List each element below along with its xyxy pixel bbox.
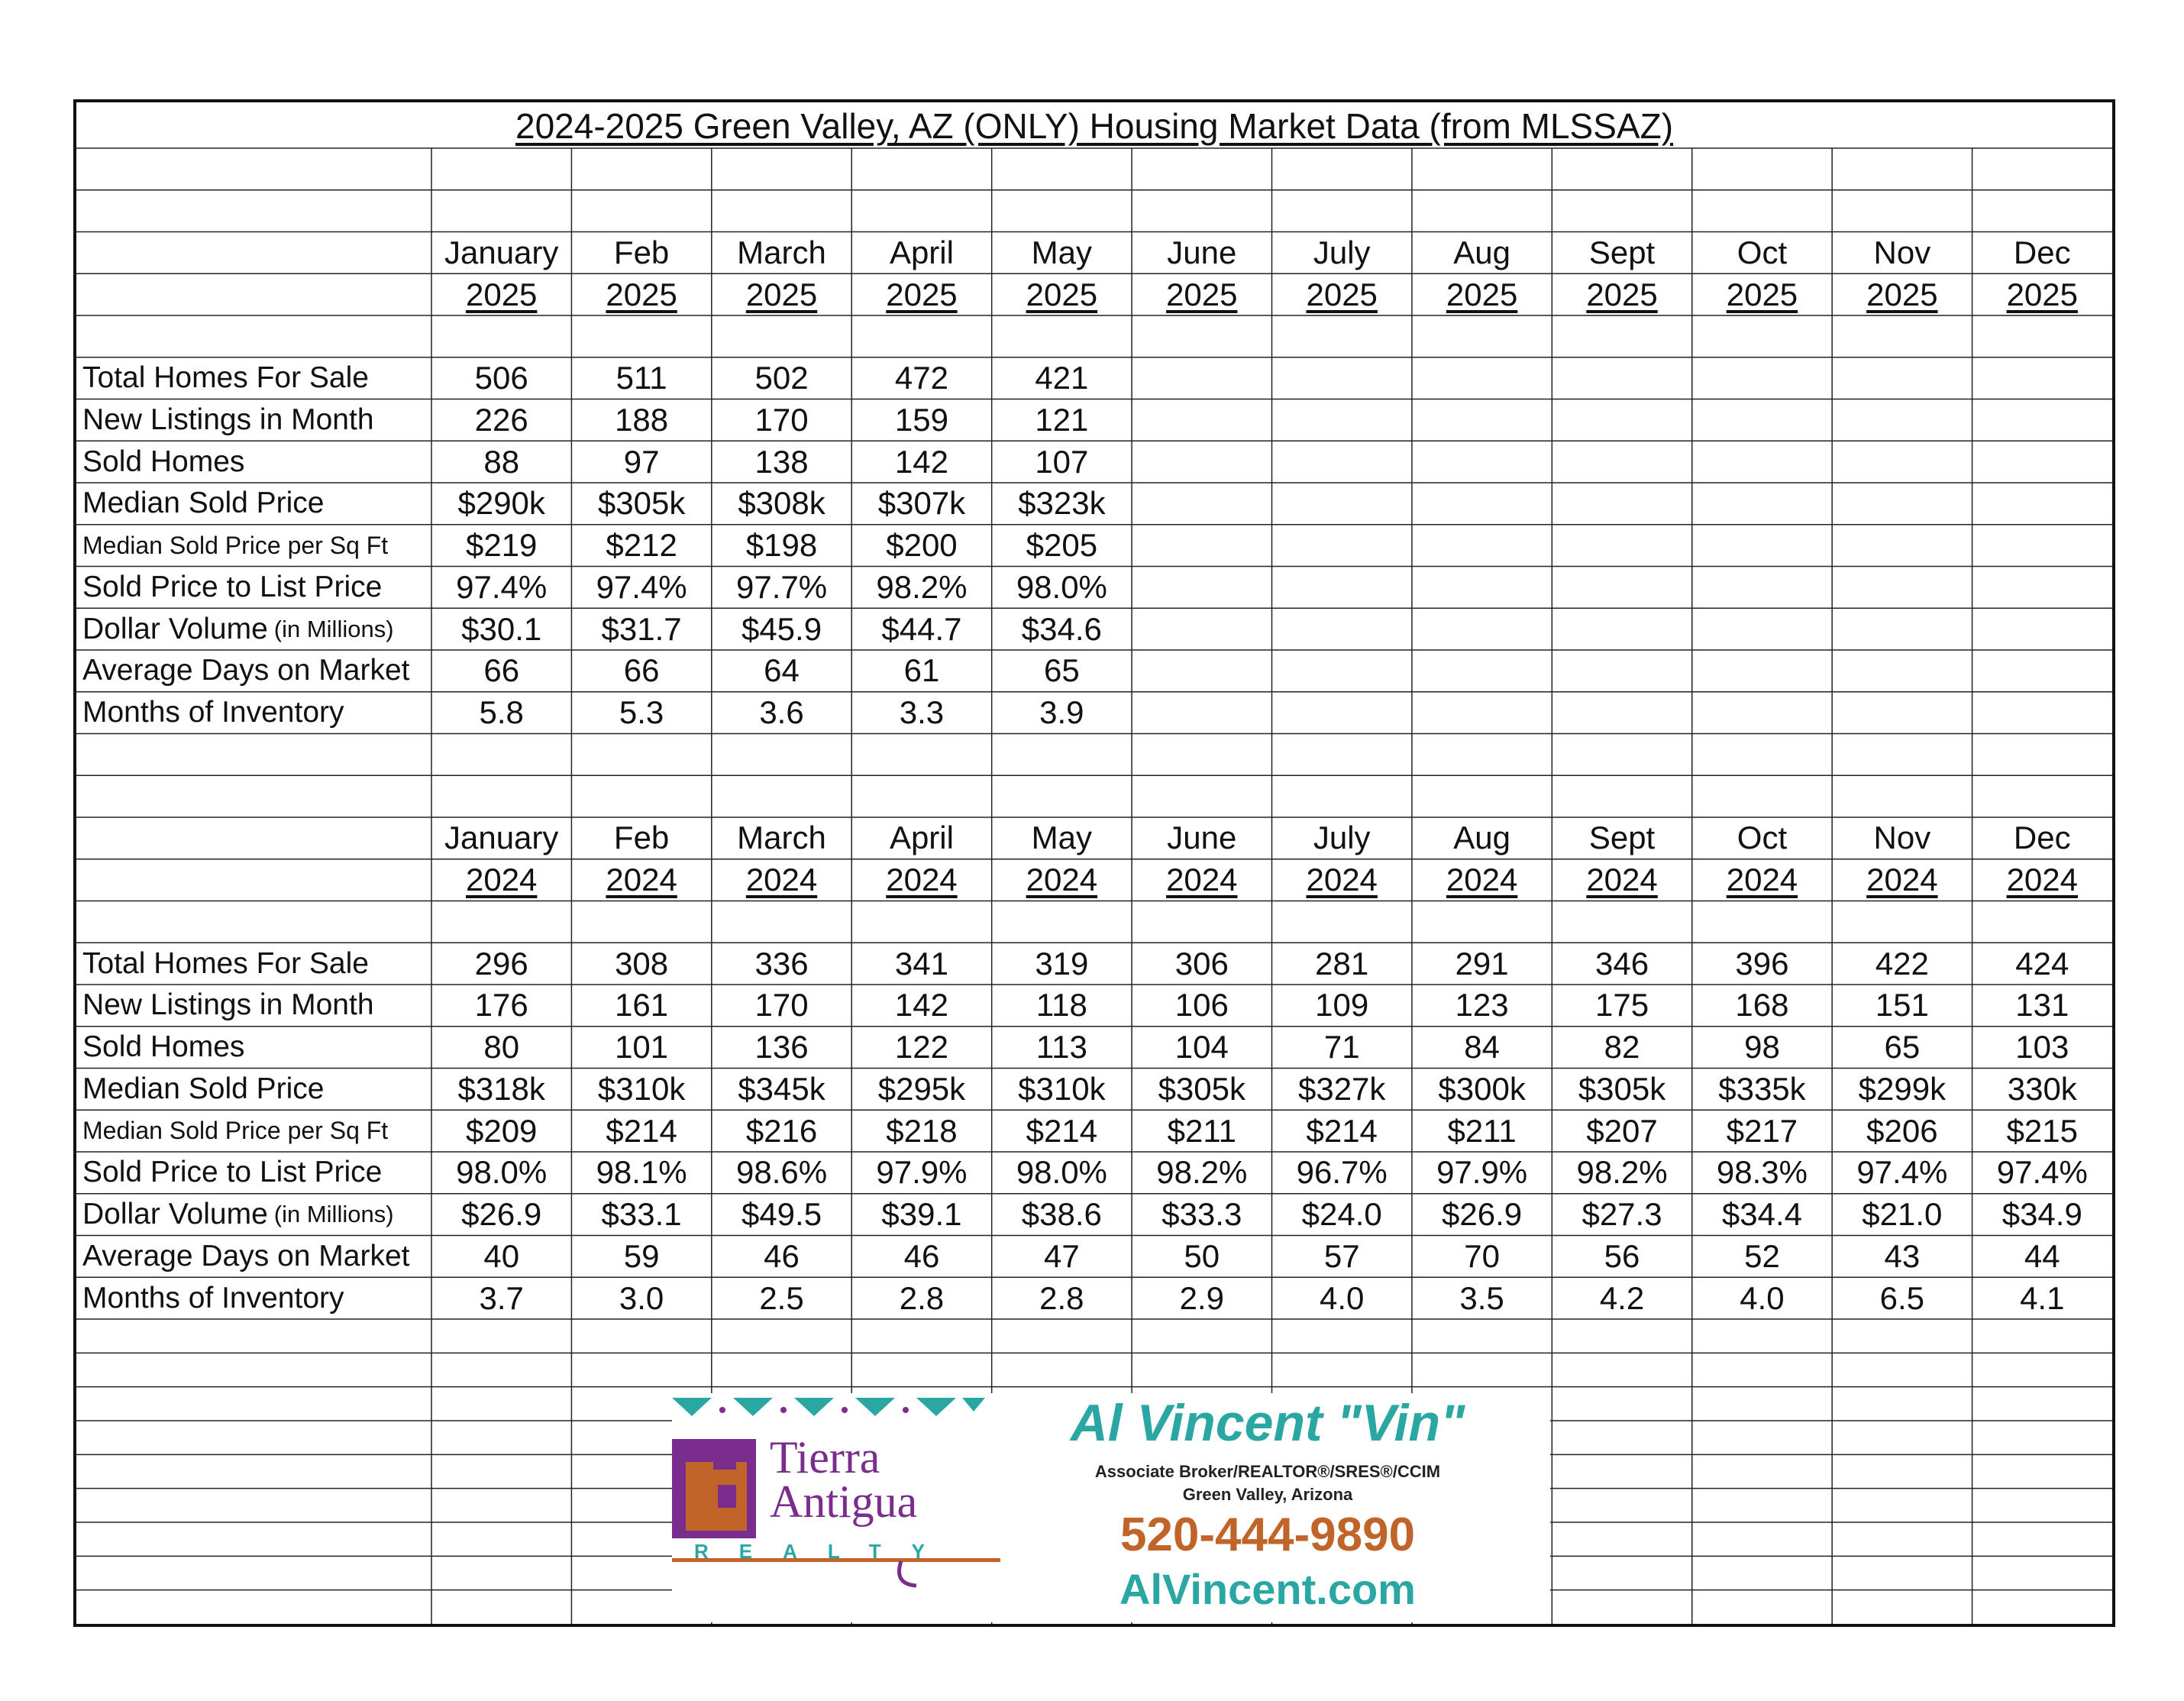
- table-cell: 88: [483, 443, 520, 480]
- table-cell: $310k: [1018, 1070, 1106, 1107]
- table-cell: $310k: [597, 1070, 686, 1107]
- month-header: March: [737, 234, 826, 270]
- table-cell: 98.6%: [735, 1154, 828, 1191]
- row-label: [76, 1069, 438, 1111]
- year-header: [851, 273, 991, 315]
- row-label-text: Total Homes For Sale: [82, 946, 369, 980]
- month-header: April: [889, 820, 954, 856]
- row-label-text: Median Sold Price per Sq Ft: [82, 1117, 389, 1145]
- table-cell: $345k: [738, 1070, 825, 1107]
- table-cell: $214: [1026, 1112, 1098, 1149]
- year-label: 2024: [2006, 862, 2078, 898]
- table-cell: $308k: [738, 485, 825, 522]
- table-cell: 106: [1174, 987, 1229, 1024]
- table-cell: 396: [1735, 945, 1789, 981]
- table-cell: 4.0: [1320, 1279, 1365, 1316]
- year-label: 2025: [1166, 276, 1238, 312]
- table-cell: $34.4: [1721, 1196, 1802, 1233]
- row-label: [76, 1027, 438, 1069]
- table-cell: 97.4%: [456, 568, 548, 605]
- table-cell: 109: [1315, 987, 1369, 1024]
- year-header: [431, 859, 571, 901]
- table-cell: $34.6: [1021, 610, 1102, 647]
- table-cell: 3.5: [1459, 1279, 1504, 1316]
- table-cell: $214: [1306, 1112, 1378, 1149]
- month-header: Nov: [1873, 820, 1931, 856]
- table-cell: 319: [1035, 945, 1089, 981]
- table-cell: $307k: [877, 485, 966, 522]
- table-cell: $26.9: [1442, 1196, 1523, 1233]
- year-header: [992, 273, 1132, 315]
- month-header: Aug: [1453, 234, 1510, 270]
- table-cell: $27.3: [1581, 1196, 1662, 1233]
- row-label: [76, 441, 438, 483]
- month-header: July: [1313, 234, 1371, 270]
- month-header: Sept: [1588, 820, 1656, 856]
- table-cell: 52: [1744, 1237, 1780, 1274]
- table-cell: $216: [745, 1112, 818, 1149]
- table-cell: $38.6: [1021, 1196, 1102, 1233]
- table-cell: $305k: [597, 485, 686, 522]
- table-cell: $217: [1726, 1112, 1798, 1149]
- month-header: Oct: [1737, 234, 1788, 270]
- table-cell: $211: [1167, 1112, 1236, 1149]
- table-cell: 97: [623, 443, 660, 480]
- table-cell: 98.2%: [1156, 1154, 1248, 1191]
- month-header: January: [444, 234, 559, 270]
- table-cell: 98.0%: [456, 1154, 548, 1191]
- table-cell: 6.5: [1879, 1279, 1925, 1316]
- table-cell: 97.9%: [1436, 1154, 1528, 1191]
- table-cell: 472: [894, 360, 948, 396]
- table-cell: 80: [483, 1029, 520, 1066]
- row-label-text: New Listings in Month: [82, 988, 374, 1022]
- year-header: [712, 859, 851, 901]
- year-header: [851, 859, 991, 901]
- table-cell: $318k: [457, 1070, 545, 1107]
- table-cell: 176: [474, 987, 528, 1024]
- table-cell: 2.8: [1039, 1279, 1084, 1316]
- sheet-title: 2024-2025 Green Valley, AZ (ONLY) Housing Market Data (from MLSSAZ): [515, 106, 1674, 146]
- year-label: 2024: [1026, 862, 1098, 898]
- table-cell: 151: [1875, 987, 1929, 1024]
- table-cell: 5.8: [479, 694, 524, 731]
- table-cell: $198: [745, 527, 818, 564]
- table-cell: 71: [1323, 1029, 1360, 1066]
- table-cell: 281: [1315, 945, 1369, 981]
- year-header: [1692, 859, 1832, 901]
- table-cell: 424: [2015, 945, 2069, 981]
- year-header: [1552, 273, 1691, 315]
- table-cell: 44: [2024, 1237, 2060, 1274]
- table-cell: 170: [754, 401, 809, 438]
- brand-name-line1: Tierra: [770, 1432, 880, 1483]
- table-cell: 306: [1174, 945, 1229, 981]
- row-label: [76, 567, 438, 609]
- year-label: 2024: [1446, 862, 1518, 898]
- year-header: [1412, 273, 1552, 315]
- table-cell: 161: [615, 987, 669, 1024]
- table-cell: 65: [1884, 1029, 1921, 1066]
- row-label-text: Median Sold Price: [82, 1072, 325, 1105]
- year-label: 2024: [606, 862, 677, 898]
- table-cell: 96.7%: [1296, 1154, 1388, 1191]
- row-label-text: Average Days on Market: [82, 654, 410, 687]
- row-label-text: Sold Price to List Price: [82, 570, 383, 603]
- table-cell: 61: [903, 652, 940, 689]
- table-cell: 97.9%: [876, 1154, 968, 1191]
- agent-phone[interactable]: 520-444-9890: [1119, 1509, 1416, 1561]
- year-header: [571, 273, 711, 315]
- table-cell: $215: [2006, 1112, 2078, 1149]
- table-cell: 336: [754, 945, 809, 981]
- table-cell: 5.3: [619, 694, 664, 731]
- table-cell: 2.5: [759, 1279, 804, 1316]
- row-label: [76, 943, 438, 985]
- year-label: 2025: [1306, 276, 1378, 312]
- row-label: [76, 1194, 438, 1236]
- table-cell: 346: [1594, 945, 1649, 981]
- table-cell: 4.1: [2020, 1279, 2065, 1316]
- table-cell: 98.2%: [876, 568, 968, 605]
- month-header: May: [1031, 234, 1093, 270]
- row-label-text: Months of Inventory: [82, 696, 344, 729]
- table-cell: 40: [483, 1237, 520, 1274]
- row-label-text: Total Homes For Sale: [82, 361, 369, 395]
- year-label: 2024: [1726, 862, 1798, 898]
- table-cell: 506: [474, 360, 528, 396]
- table-cell: $21.0: [1862, 1196, 1943, 1233]
- table-cell: 291: [1455, 945, 1509, 981]
- month-header: May: [1031, 820, 1093, 856]
- month-header: Dec: [2013, 234, 2071, 270]
- year-label: 2025: [745, 276, 818, 312]
- agent-name: Al Vincent "Vin": [1070, 1394, 1465, 1452]
- table-cell: $31.7: [601, 610, 682, 647]
- month-header: Dec: [2013, 820, 2071, 856]
- table-cell: 308: [615, 945, 669, 981]
- table-cell: 122: [894, 1029, 948, 1066]
- table-cell: 97.4%: [596, 568, 687, 605]
- table-cell: 84: [1464, 1029, 1500, 1066]
- table-cell: 50: [1184, 1237, 1220, 1274]
- table-cell: 136: [754, 1029, 809, 1066]
- year-label: 2024: [1866, 862, 1938, 898]
- table-cell: 4.0: [1740, 1279, 1785, 1316]
- table-cell: 98.1%: [596, 1154, 687, 1191]
- table-cell: $30.1: [461, 610, 542, 647]
- table-cell: 142: [894, 987, 948, 1024]
- table-cell: 46: [903, 1237, 940, 1274]
- table-cell: 142: [894, 443, 948, 480]
- table-cell: 98.0%: [1016, 568, 1107, 605]
- year-header: [1972, 273, 2112, 315]
- row-label-text: Sold Homes: [82, 1030, 245, 1064]
- year-header: [431, 273, 571, 315]
- table-cell: $200: [886, 527, 958, 564]
- table-cell: $45.9: [741, 610, 822, 647]
- year-label: 2025: [1026, 276, 1098, 312]
- month-header: Oct: [1737, 820, 1788, 856]
- table-cell: 131: [2015, 987, 2069, 1024]
- row-label: [76, 1277, 438, 1319]
- table-cell: 168: [1735, 987, 1789, 1024]
- table-cell: 2.8: [899, 1279, 945, 1316]
- month-header: April: [889, 234, 954, 270]
- year-label: 2025: [1586, 276, 1658, 312]
- row-label: [76, 1110, 438, 1152]
- row-label: [76, 525, 438, 567]
- row-label: [76, 985, 438, 1027]
- table-cell: $335k: [1718, 1070, 1806, 1107]
- year-label: 2024: [1306, 862, 1378, 898]
- table-cell: 226: [474, 401, 528, 438]
- table-cell: $49.5: [741, 1196, 822, 1233]
- table-cell: 159: [894, 401, 948, 438]
- table-cell: $44.7: [881, 610, 962, 647]
- month-header: Nov: [1873, 234, 1931, 270]
- table-cell: $295k: [877, 1070, 966, 1107]
- table-cell: 98.3%: [1716, 1154, 1808, 1191]
- table-cell: $26.9: [461, 1196, 542, 1233]
- year-label: 2025: [465, 276, 538, 312]
- table-cell: 43: [1884, 1237, 1921, 1274]
- table-cell: 422: [1875, 945, 1929, 981]
- table-cell: 2.9: [1179, 1279, 1224, 1316]
- table-cell: 341: [894, 945, 948, 981]
- table-cell: 47: [1044, 1237, 1080, 1274]
- row-label-text: Months of Inventory: [82, 1281, 344, 1315]
- row-label-text: Median Sold Price per Sq Ft: [82, 531, 389, 559]
- table-cell: 296: [474, 945, 528, 981]
- table-cell: 82: [1604, 1029, 1640, 1066]
- table-cell: $327k: [1297, 1070, 1386, 1107]
- agent-website-link[interactable]: AlVincent.com: [1119, 1565, 1416, 1613]
- table-cell: $33.3: [1161, 1196, 1242, 1233]
- table-cell: 188: [615, 401, 669, 438]
- month-header: Aug: [1453, 820, 1510, 856]
- table-cell: 65: [1044, 652, 1080, 689]
- row-label: [76, 357, 438, 399]
- table-cell: 98.0%: [1016, 1154, 1107, 1191]
- year-header: [1972, 859, 2112, 901]
- year-label: 2024: [886, 862, 958, 898]
- table-cell: $39.1: [881, 1196, 962, 1233]
- table-cell: 330k: [2007, 1070, 2077, 1107]
- year-header: [992, 859, 1132, 901]
- row-label: [76, 483, 438, 525]
- table-cell: $290k: [457, 485, 545, 522]
- table-cell: $206: [1866, 1112, 1938, 1149]
- table-cell: 101: [615, 1029, 669, 1066]
- year-label: 2025: [886, 276, 958, 312]
- row-label-text: Median Sold Price: [82, 487, 325, 520]
- year-label: 2025: [1726, 276, 1798, 312]
- brand-name-line3: REALTY: [693, 1540, 956, 1563]
- table-cell: 3.9: [1039, 694, 1084, 731]
- table-cell: 511: [615, 360, 667, 396]
- year-header: [1272, 273, 1412, 315]
- table-cell: $305k: [1578, 1070, 1666, 1107]
- table-cell: $305k: [1158, 1070, 1245, 1107]
- table-cell: 46: [764, 1237, 800, 1274]
- table-cell: $300k: [1438, 1070, 1526, 1107]
- table-cell: 70: [1464, 1237, 1500, 1274]
- year-label: 2024: [1586, 862, 1658, 898]
- year-header: [1412, 859, 1552, 901]
- table-cell: 66: [483, 652, 520, 689]
- table-cell: 175: [1594, 987, 1649, 1024]
- table-cell: 59: [623, 1237, 660, 1274]
- month-header: January: [444, 820, 559, 856]
- table-cell: 64: [764, 652, 800, 689]
- table-cell: 104: [1174, 1029, 1229, 1066]
- row-label-text: New Listings in Month: [82, 403, 374, 436]
- year-header: [712, 273, 851, 315]
- table-cell: 138: [754, 443, 809, 480]
- table-cell: $323k: [1018, 485, 1106, 522]
- row-label-unit: (in Millions): [273, 615, 394, 642]
- row-label-text: Average Days on Market: [82, 1239, 410, 1273]
- table-cell: 98.2%: [1576, 1154, 1668, 1191]
- year-header: [571, 859, 711, 901]
- row-label-text: Dollar Volume: [82, 612, 268, 645]
- table-cell: $218: [886, 1112, 958, 1149]
- row-label: [76, 1236, 438, 1278]
- table-cell: 3.3: [899, 694, 945, 731]
- table-cell: 97.7%: [735, 568, 828, 605]
- year-header: [1132, 273, 1271, 315]
- month-header: Feb: [613, 234, 670, 270]
- year-label: 2024: [465, 862, 538, 898]
- table-cell: $219: [465, 527, 538, 564]
- month-header: June: [1167, 820, 1237, 856]
- table-cell: $33.1: [601, 1196, 682, 1233]
- year-header: [1272, 859, 1412, 901]
- market-data-sheet: [73, 99, 2115, 1627]
- table-cell: 57: [1323, 1237, 1360, 1274]
- table-cell: 421: [1035, 360, 1089, 396]
- table-cell: 66: [623, 652, 660, 689]
- row-label: [76, 692, 438, 734]
- row-label: [76, 650, 438, 692]
- table-cell: 97.4%: [1856, 1154, 1948, 1191]
- table-cell: $24.0: [1301, 1196, 1382, 1233]
- table-cell: 3.7: [479, 1279, 524, 1316]
- year-label: 2025: [1446, 276, 1518, 312]
- table-cell: $211: [1447, 1112, 1517, 1149]
- table-cell: $212: [606, 527, 677, 564]
- table-cell: $205: [1026, 527, 1098, 564]
- table-cell: 56: [1604, 1237, 1640, 1274]
- table-cell: 502: [754, 360, 809, 396]
- month-header: July: [1313, 820, 1371, 856]
- year-header: [1552, 859, 1691, 901]
- year-label: 2024: [1166, 862, 1238, 898]
- table-cell: $299k: [1858, 1070, 1947, 1107]
- table-cell: 107: [1035, 443, 1089, 480]
- table-cell: 121: [1035, 401, 1089, 438]
- row-label-unit: (in Millions): [273, 1201, 394, 1228]
- year-label: 2024: [745, 862, 818, 898]
- month-header: Sept: [1588, 234, 1656, 270]
- row-label-text: Sold Price to List Price: [82, 1156, 383, 1189]
- month-header: Feb: [613, 820, 670, 856]
- table-cell: 98: [1744, 1029, 1780, 1066]
- table-cell: 97.4%: [1996, 1154, 2088, 1191]
- agent-location: Green Valley, Arizona: [1182, 1485, 1353, 1504]
- month-header: June: [1167, 234, 1237, 270]
- row-label: [76, 608, 438, 650]
- table-cell: 113: [1035, 1029, 1087, 1066]
- year-label: 2025: [606, 276, 677, 312]
- row-label: [76, 1152, 438, 1194]
- table-cell: 103: [2015, 1029, 2069, 1066]
- year-label: 2025: [1866, 276, 1938, 312]
- row-label-text: Dollar Volume: [82, 1198, 268, 1231]
- table-cell: $214: [606, 1112, 677, 1149]
- table-cell: $209: [465, 1112, 538, 1149]
- table-cell: 4.2: [1599, 1279, 1645, 1316]
- brand-name-line2: Antigua: [770, 1476, 918, 1527]
- table-cell: 170: [754, 987, 809, 1024]
- month-header: March: [737, 820, 826, 856]
- row-label-text: Sold Homes: [82, 445, 245, 478]
- row-label: [76, 399, 438, 441]
- year-label: 2025: [2006, 276, 2078, 312]
- year-header: [1832, 273, 1972, 315]
- year-header: [1832, 859, 1972, 901]
- agent-title: Associate Broker/REALTOR®/SRES®/CCIM: [1094, 1462, 1441, 1481]
- year-header: [1132, 859, 1271, 901]
- table-cell: 3.0: [619, 1279, 664, 1316]
- table-cell: 3.6: [759, 694, 804, 731]
- realtor-advertisement: [672, 1393, 1550, 1622]
- year-header: [1692, 273, 1832, 315]
- table-cell: 118: [1035, 987, 1087, 1024]
- table-cell: $34.9: [2001, 1196, 2082, 1233]
- table-cell: 123: [1455, 987, 1509, 1024]
- table-cell: $207: [1586, 1112, 1658, 1149]
